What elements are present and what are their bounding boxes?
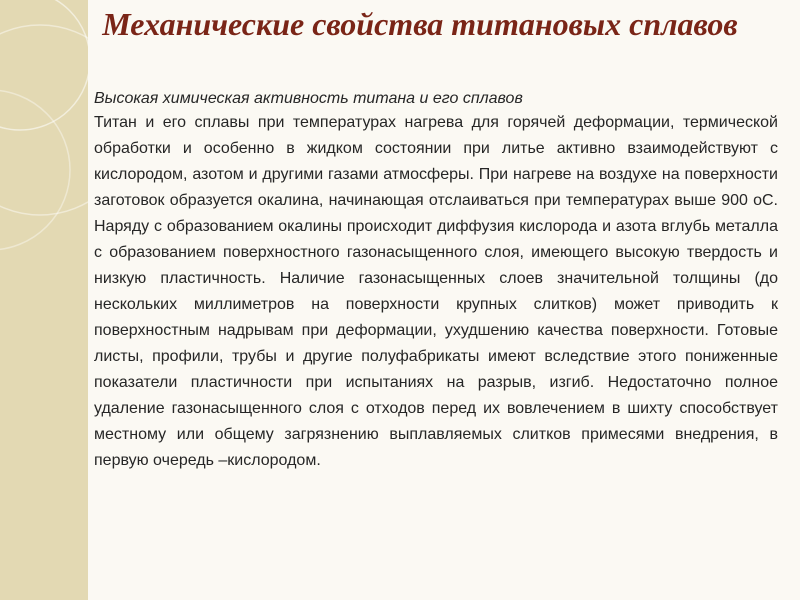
slide-title: Механические свойства титановых сплавов bbox=[102, 6, 738, 42]
decorative-circles-graphic bbox=[0, 0, 88, 600]
body-paragraph: Титан и его сплавы при температурах нагрева для горячей деформации, термической обработки и особенно в жидком состоянии при литье активно взаимодействуют с кислородом, азотом и другими газами атмосферы. При нагреве на воздухе на поверхности заготовок образуется окалина, начинающая отслаиваться при температурах выше 900 оС. Наряду с образованием окалины происходит диффузия кислорода и азота вглубь металла с образованием поверхностного газонасыщенного слоя, имеющего высокую твердость и низкую пластичность. Наличие газонасыщенных слоев значительной толщины (до нескольких миллиметров на поверхности крупных слитков) может приводить к поверхностным надрывам при деформации, ухудшению качества поверхности. Готовые листы, профили, трубы и другие полуфабрикаты имеют вследствие этого пониженные показатели пластичности при испытаниях на разрыв, изгиб. Недостаточно полное удаление газонасыщенного слоя с отходов перед их вовлечением в шихту способствует местному или общему загрязнению выплавляемых слитков примесями внедрения, в первую очередь –кислородом. bbox=[94, 114, 778, 469]
section-subtitle: Высокая химическая активность титана и его сплавов bbox=[94, 90, 523, 107]
decorative-sidebar bbox=[0, 0, 88, 600]
